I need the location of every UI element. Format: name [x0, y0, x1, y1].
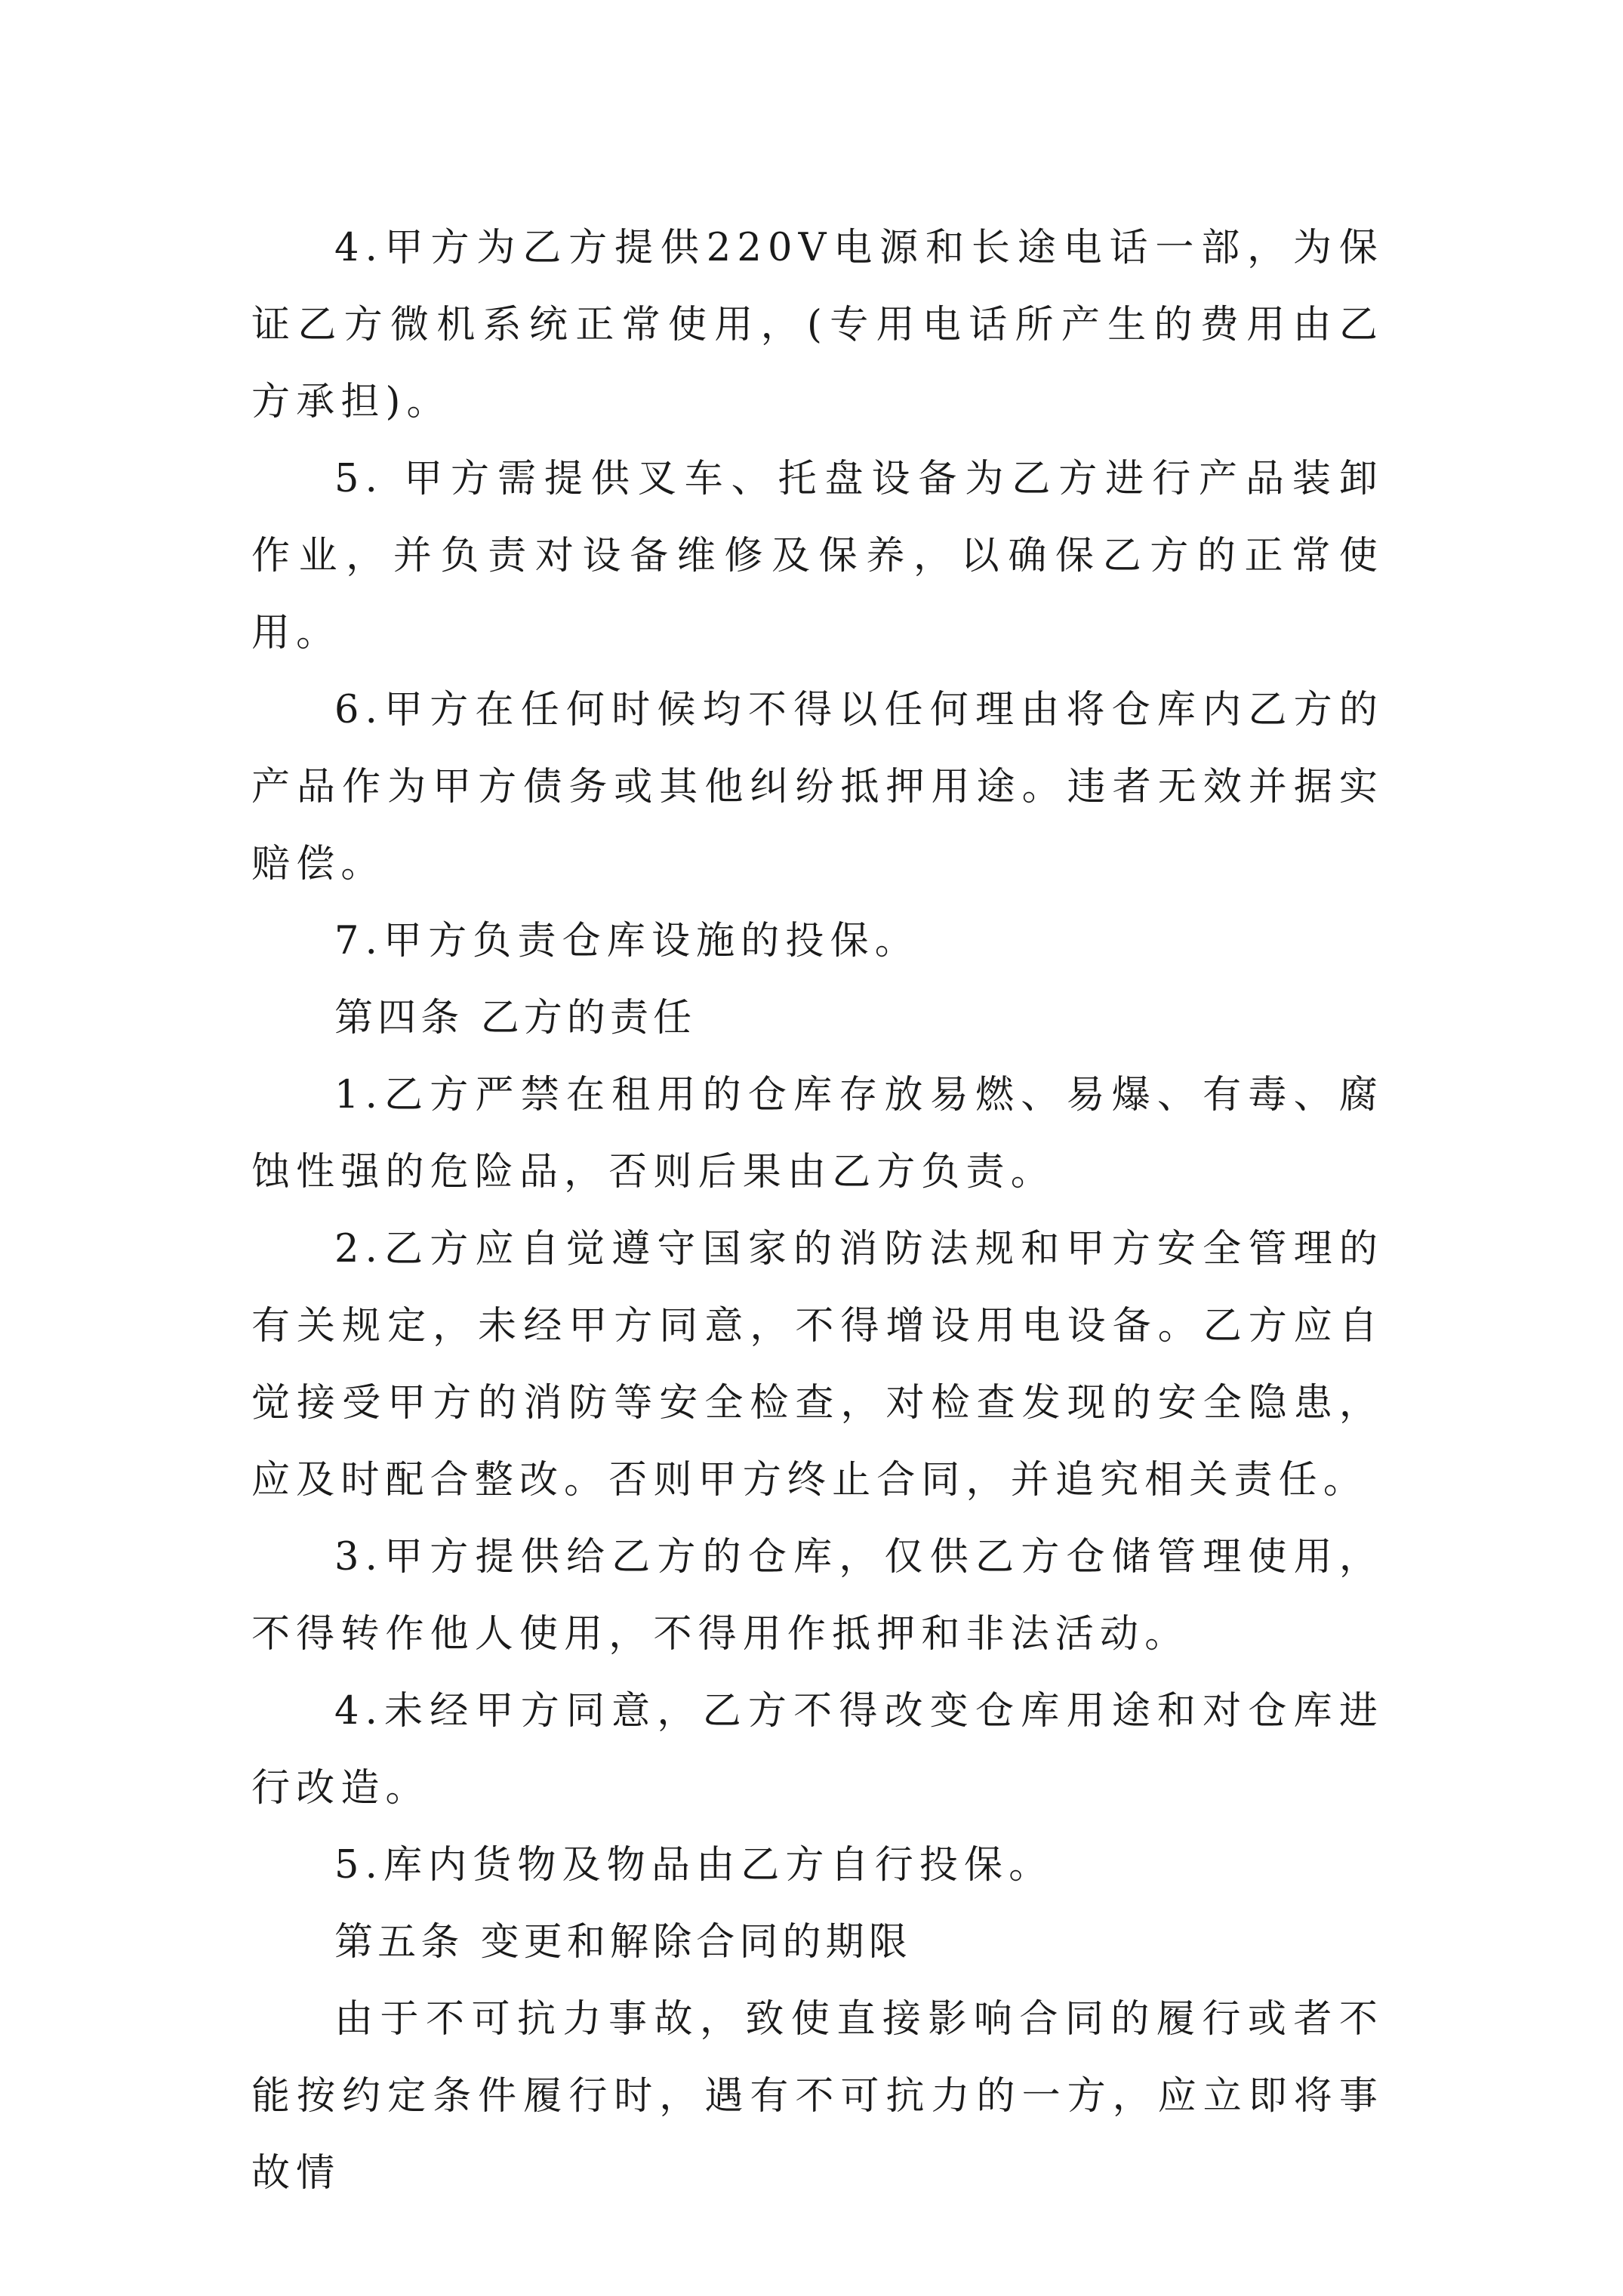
clause-4-heading: 第四条 乙方的责任 — [334, 996, 697, 1040]
document-body — [251, 210, 1384, 2212]
clause-4-item-3: 3.甲方提供给乙方的仓库，仅供乙方仓储管理使用，不得转作他人使用，不得用作抵押和非法活动。 — [251, 1535, 1384, 1657]
clause-4-item-5: 5.库内货物及物品由乙方自行投保。 — [334, 1843, 1054, 1888]
clause-3-item-5: 5. 甲方需提供叉车、托盘设备为乙方进行产品装卸作业，并负责对设备维修及保养，以确保乙方的正常使用。 — [251, 457, 1384, 655]
clause-4-item-2: 2.乙方应自觉遵守国家的消防法规和甲方安全管理的有关规定，未经甲方同意，不得增设用电设备。乙方应自觉接受甲方的消防等安全检查，对检查发现的安全隐患，应及时配合整改。否则甲方终止合同，并追究相关责任。 — [251, 1227, 1384, 1502]
clause-4-item-1: 1.乙方严禁在租用的仓库存放易燃、易爆、有毒、腐蚀性强的危险品，否则后果由乙方负责。 — [251, 1073, 1384, 1194]
clause-4-item-4: 4.未经甲方同意，乙方不得改变仓库用途和对仓库进行改造。 — [251, 1689, 1384, 1811]
clause-3-item-7: 7.甲方负责仓库设施的投保。 — [334, 919, 919, 963]
clause-3-item-6: 6.甲方在任何时候均不得以任何理由将仓库内乙方的产品作为甲方债务或其他纠纷抵押用途。违者无效并据实赔偿。 — [251, 688, 1384, 886]
clause-5-heading: 第五条 变更和解除合同的期限 — [334, 1920, 912, 1965]
clause-5-paragraph: 由于不可抗力事故，致使直接影响合同的履行或者不能按约定条件履行时，遇有不可抗力的一方，应立即将事故情 — [251, 1997, 1384, 2196]
clause-3-item-4: 4.甲方为乙方提供220V电源和长途电话一部，为保证乙方微机系统正常使用，(专用电话所产生的费用由乙方承担)。 — [251, 226, 1384, 424]
